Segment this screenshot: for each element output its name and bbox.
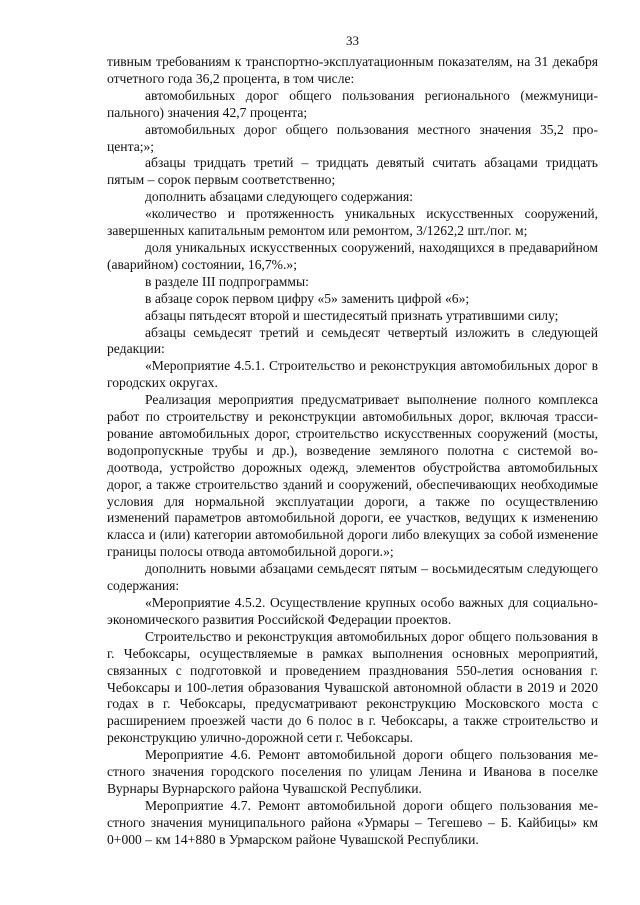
paragraph-1: тивным требованиям к транспортно-эксплуатационным показателям, на 31 декабря отчетного года 36,2 процента, в том числе: bbox=[107, 54, 598, 86]
paragraph-10: абзацы пятьдесят второй и шестидесятый признать утратившими силу; bbox=[145, 307, 559, 323]
paragraph-16: Строительство и реконструкция автомобильных дорог общего пользования в г. Чебоксары, осуществляемые в рамках выполнения основных мероприятий, связанных с подготовкой и проведением празднования 550-летия основания г. Чебоксары и 100-летия образования Чувашской автономной области в 2019 и 2020 годах в г. Чебоксары, предусматривают реконструкцию Московского моста с расширением проезжей части до 6 полос в г. Чебоксары, а также строительство и реконструкцию улично-дорожной сети г. Чебоксары. bbox=[107, 628, 598, 746]
paragraph-7: доля уникальных искусственных сооружений, находящихся в предаварийном (аварийном) состоянии, 16,7%.»; bbox=[107, 239, 598, 272]
paragraph-13: Реализация мероприятия предусматривает выполнение полного комплекса работ по строительству и реконструкции автомобильных дорог, включая трассирование автомобильных дорог, строительство искусственных сооружений (мосты, водопропускные трубы и др.), возведение земляного полотна с системой водоотвода, устройство дорожных одежд, элементов обустройства автомобильных дорог, а также строительство зданий и сооружений, обеспечивающих необходимые условия для нормальной эксплуатации дороги, а также по осуществлению изменений параметров автомобильной дороги, ее участков, ведущих к изменению класса и (или) категории автомобильной дороги либо влекущих за собой изменение границы полосы отвода автомобильной дороги.»; bbox=[107, 392, 598, 560]
paragraph-12: «Мероприятие 4.5.1. Строительство и реконструкция автомобильных дорог в городских округах. bbox=[107, 358, 598, 391]
paragraph-2: автомобильных дорог общего пользования регионального (межмуниципального) значения 42,7 процента; bbox=[107, 87, 598, 120]
page-number: 33 bbox=[346, 33, 359, 48]
paragraph-5: дополнить абзацами следующего содержания: bbox=[145, 189, 414, 205]
paragraph-9: в абзаце сорок первом цифру «5» заменить цифрой «6»; bbox=[145, 290, 470, 306]
paragraph-4: абзацы тридцать третий – тридцать девятый считать абзацами тридцать пятым – сорок первым соответственно; bbox=[107, 155, 598, 188]
paragraph-14: дополнить новыми абзацами семьдесят пятым – восьмидесятым следующего содержания: bbox=[107, 561, 598, 594]
paragraph-11: абзацы семьдесят третий и семьдесят четвертый изложить в следующей редакции: bbox=[107, 324, 598, 357]
paragraph-6: «количество и протяженность уникальных искусственных сооружений, завершенных капитальным ремонтом или ремонтом, 3/1262,2 шт./пог. м; bbox=[107, 206, 598, 239]
paragraph-8: в разделе III подпрограммы: bbox=[145, 273, 309, 289]
document-body bbox=[107, 54, 598, 849]
paragraph-15: «Мероприятие 4.5.2. Осуществление крупных особо важных для социально-экономического развития Российской Федерации проектов. bbox=[107, 595, 598, 627]
paragraph-18: Мероприятие 4.7. Ремонт автомобильной дороги общего пользования местного значения муниципального района «Урмары – Тегешево – Б. Кайбицы» км 0+000 – км 14+880 в Урмарском районе Чувашской Республики. bbox=[107, 797, 598, 847]
paragraph-17: Мероприятие 4.6. Ремонт автомобильной дороги общего пользования местного значения городского поселения по улицам Ленина и Иванова в поселке Вурнары Вурнарского района Чувашской Республики. bbox=[107, 747, 598, 796]
paragraph-3: автомобильных дорог общего пользования местного значения 35,2 процента;»; bbox=[107, 121, 598, 154]
